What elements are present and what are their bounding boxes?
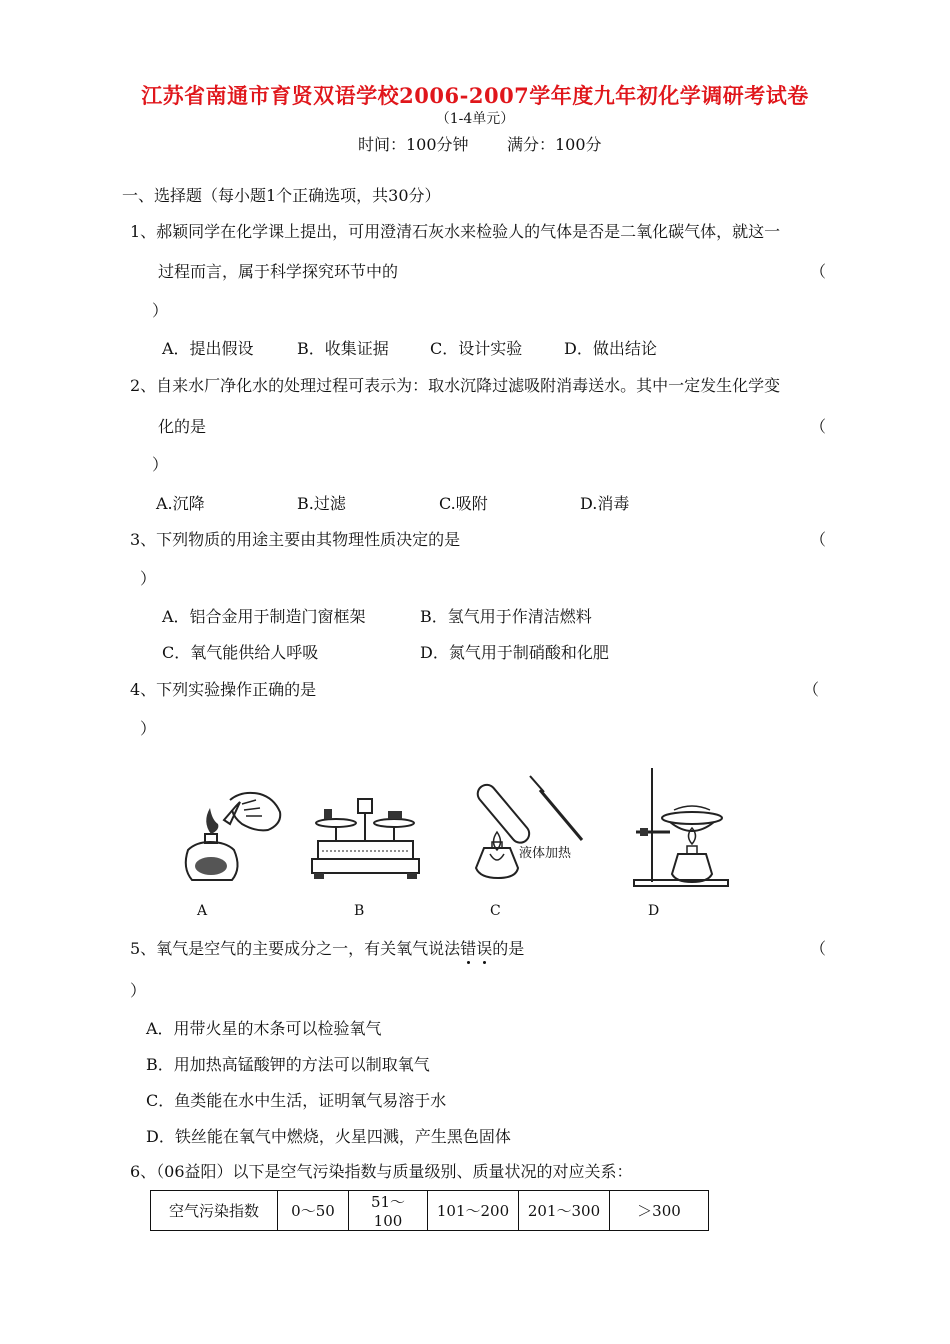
q3-answer-paren-close: ）	[140, 569, 157, 588]
q5-stem-pre: 5、氧气是空气的主要成分之一，有关氧气说法	[130, 939, 461, 958]
q3-answer-paren-open: （	[810, 530, 827, 549]
q2-answer-paren-open: （	[810, 417, 827, 436]
q5-option-d: D．铁丝能在氧气中燃烧，火星四溅，产生黑色固体	[146, 1127, 511, 1146]
q4-answer-paren-open: （	[803, 680, 820, 699]
units-subtitle: （1-4单元）	[435, 111, 515, 127]
q5-option-a: A．用带火星的木条可以检验氧气	[146, 1019, 382, 1038]
q2-stem-line2: 化的是	[158, 417, 207, 436]
figure-label-b: B	[354, 903, 365, 919]
q5-option-c: C．鱼类能在水中生活，证明氧气易溶于水	[146, 1091, 447, 1110]
table-cell: 51～100	[349, 1191, 428, 1231]
q1-option-c: C．设计实验	[430, 339, 523, 358]
q3-option-a: A．铝合金用于制造门窗框架	[162, 607, 366, 626]
q1-stem-line2: 过程而言，属于科学探究环节中的	[158, 262, 399, 281]
figure-d-evaporating-dish-icon	[630, 762, 745, 890]
q3-option-c: C．氧气能供给人呼吸	[162, 643, 319, 662]
table-row	[151, 1191, 709, 1231]
q2-option-d: D.消毒	[580, 494, 630, 513]
q4-stem: 4、下列实验操作正确的是	[130, 680, 317, 699]
q2-option-a: A.沉降	[156, 494, 205, 513]
q5-stem-post: 的是	[492, 939, 525, 958]
q5-emphasis-char-1: 错	[460, 939, 477, 958]
table-cell: 0～50	[278, 1191, 349, 1231]
q1-stem-line1: 1、郝颖同学在化学课上提出，可用澄清石灰水来检验人的气体是否是二氧化碳气体，就这一	[130, 222, 781, 241]
page-title: 江苏省南通市育贤双语学校2006-2007学年度九年初化学调研考试卷	[141, 83, 809, 108]
q3-option-b: B．氢气用于作清洁燃料	[420, 607, 592, 626]
exam-time: 时间：100分钟	[358, 135, 469, 154]
table-cell: ＞300	[610, 1191, 709, 1231]
q2-answer-paren-close: ）	[152, 455, 169, 474]
q5-answer-paren-open: （	[810, 939, 827, 958]
table-cell: 101～200	[428, 1191, 519, 1231]
q1-option-a: A．提出假设	[162, 339, 254, 358]
full-score: 满分：100分	[507, 135, 602, 154]
q5-option-b: B．用加热高锰酸钾的方法可以制取氧气	[146, 1055, 430, 1074]
q1-option-b: B．收集证据	[297, 339, 389, 358]
q2-option-b: B.过滤	[297, 494, 346, 513]
table-cell: 201～300	[519, 1191, 610, 1231]
q3-stem: 3、下列物质的用途主要由其物理性质决定的是	[130, 530, 461, 549]
q4-answer-paren-close: ）	[140, 719, 157, 738]
air-pollution-index-table	[150, 1190, 709, 1231]
figure-label-d: D	[648, 903, 660, 919]
q1-answer-paren-open: （	[810, 262, 827, 281]
figure-c-caption: 液体加热	[519, 846, 572, 861]
q3-option-d: D．氮气用于制硝酸和化肥	[420, 643, 609, 662]
q1-answer-paren-close: ）	[152, 301, 169, 320]
q5-emphasis-char-2: 误	[476, 939, 493, 958]
figure-c-test-tube-heating-icon	[470, 770, 590, 885]
q5-stem	[130, 936, 524, 959]
q5-answer-paren-close: ）	[130, 981, 147, 1000]
section-heading: 一、选择题（每小题1个正确选项，共30分）	[122, 186, 441, 205]
figure-a-alcohol-lamp-icon	[170, 790, 290, 890]
q2-stem-line1: 2、自来水厂净化水的处理过程可表示为：取水沉降过滤吸附消毒送水。其中一定发生化学变	[130, 376, 781, 395]
q2-option-c: C.吸附	[439, 494, 488, 513]
figure-label-a: A	[197, 903, 208, 919]
q6-stem: 6、（06益阳）以下是空气污染指数与质量级别、质量状况的对应关系：	[130, 1162, 633, 1181]
figure-label-c: C	[490, 903, 501, 919]
q1-option-d: D．做出结论	[564, 339, 657, 358]
figure-b-balance-icon	[308, 795, 423, 885]
table-cell-header: 空气污染指数	[151, 1191, 278, 1231]
